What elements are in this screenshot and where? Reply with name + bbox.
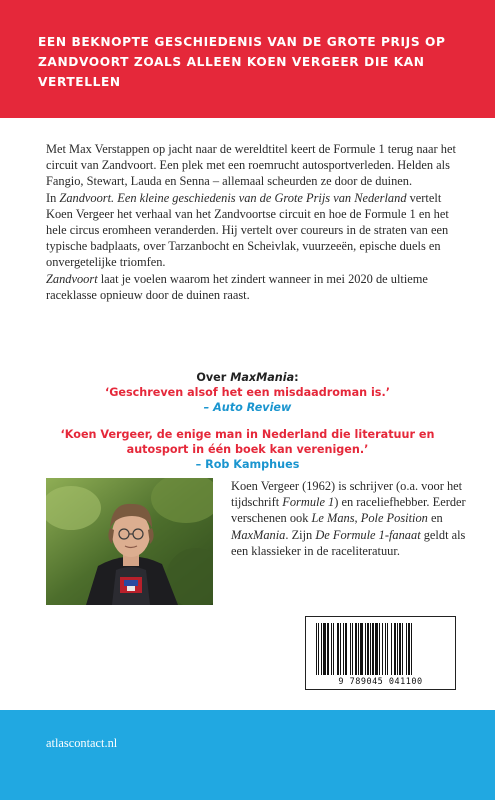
barcode-icon (314, 623, 447, 675)
quote-heading (40, 370, 455, 385)
barcode-bar (365, 623, 366, 675)
quote-block-2 (40, 427, 455, 472)
author-bio (231, 478, 471, 559)
barcode-bar (379, 623, 380, 675)
blurb-paragraph-3 (46, 271, 466, 303)
book-title-maxmania: MaxMania (231, 527, 286, 542)
quote-source-1-text: – Auto Review (203, 401, 292, 414)
barcode-bar (382, 623, 383, 675)
barcode-bar (350, 623, 351, 675)
barcode-bar (399, 623, 401, 675)
author-bio-text: geldt als een klassieker in de raceliteratuur. (231, 527, 466, 558)
author-bio-text: . Zijn (285, 527, 316, 542)
publisher-website: atlascontact.nl (46, 736, 118, 750)
author-portrait-image (46, 478, 213, 605)
barcode-bar (331, 623, 332, 675)
barcode-bar (391, 623, 392, 675)
quote-heading-title: MaxMania (230, 371, 295, 384)
book-title-pole-position: Pole Position (360, 511, 428, 526)
author-bio-separator: en (427, 511, 443, 526)
magazine-title: Formule 1 (282, 495, 335, 510)
book-title-le-mans: Le Mans (311, 511, 355, 526)
blue-footer (0, 710, 495, 800)
quote-text-2: ‘Koen Vergeer, de enige man in Nederland die literatuur en autosport in één boek kan verenigen.’ (60, 428, 435, 456)
barcode-bar (316, 623, 317, 675)
blurb-paragraph-1: Met Max Verstappen op jacht naar de wereldtitel keert de Formule 1 terug naar het circuit van Zandvoort. Een plek met een roemrucht autosportverleden. Helden als Fangio, Stewart, Lauda en Senna – allemaal scheurden ze door de duinen. (46, 142, 456, 189)
barcode-bar (360, 623, 363, 675)
quote-source-1 (40, 400, 455, 415)
barcode-bar (327, 623, 329, 675)
barcode-bar (318, 623, 319, 675)
isbn-digits: 9 789045 041100 (338, 677, 423, 687)
barcode-bar (408, 623, 410, 675)
quote-heading-prefix: Over (196, 371, 231, 384)
author-bio-text: Koen Vergeer (1962) is schrijver (o.a. voor het tijdschrift (231, 479, 463, 510)
barcode-bar (387, 623, 388, 675)
barcode-bar (375, 623, 378, 675)
barcode-bar (355, 623, 357, 675)
cover-tagline: EEN BEKNOPTE GESCHIEDENIS VAN DE GROTE PRIJS OP ZANDVOORT ZOALS ALLEEN KOEN VERGEER DIE KAN VERTELLEN (38, 35, 446, 89)
blurb-text: In (46, 190, 60, 205)
barcode-bar (358, 623, 359, 675)
book-blurb (46, 141, 466, 303)
barcode-bar (343, 623, 344, 675)
barcode-bar (370, 623, 371, 675)
barcode-bar (385, 623, 386, 675)
book-title-italic: Zandvoort. Een kleine geschiedenis van de Grote Prijs van Nederland (59, 190, 407, 205)
barcode-bar (340, 623, 341, 675)
quote-heading-suffix: : (294, 371, 299, 384)
quote-text-1: ‘Geschreven alsof het een misdaadroman is.’ (105, 386, 390, 399)
book-title-short: Zandvoort (46, 271, 98, 286)
barcode-bar (402, 623, 403, 675)
barcode-bar (372, 623, 374, 675)
barcode-bar (337, 623, 339, 675)
author-photo (46, 478, 213, 605)
red-banner (0, 0, 495, 118)
quote-source-2: – Rob Kamphues (195, 458, 300, 471)
barcode-bar (394, 623, 396, 675)
barcode-bar (406, 623, 407, 675)
book-title-formule-1-fanaat: De Formule 1-fanaat (315, 527, 421, 542)
barcode-bar (367, 623, 369, 675)
barcode-bar (397, 623, 398, 675)
barcode-bar (333, 623, 334, 675)
blurb-text: vertelt Koen Vergeer het verhaal van het Zandvoortse circuit en hoe de Formule 1 en het hele circus eromheen veranderden. Hij vertelt over coureurs in de straten van een typische badplaats, over Tarzanbocht en Scheivlak, vuurzeeën, epische duels en onvergetelijke triomfen. (46, 190, 449, 270)
barcode-bar (321, 623, 322, 675)
isbn-barcode (305, 616, 456, 690)
blurb-text: laat je voelen waarom het zindert wanneer in mei 2020 de ultieme raceklasse opnieuw door de duinen raast. (46, 271, 428, 302)
barcode-bar (323, 623, 326, 675)
author-bio-text: ) en raceliefhebber. Eerder verschenen ook (231, 495, 466, 526)
blurb-paragraph-2 (46, 190, 466, 271)
barcode-bar (411, 623, 412, 675)
press-quotes (40, 370, 455, 484)
barcode-bar (345, 623, 347, 675)
barcode-bar (352, 623, 353, 675)
author-bio-separator: , (354, 511, 361, 526)
quote-block-1 (40, 370, 455, 415)
